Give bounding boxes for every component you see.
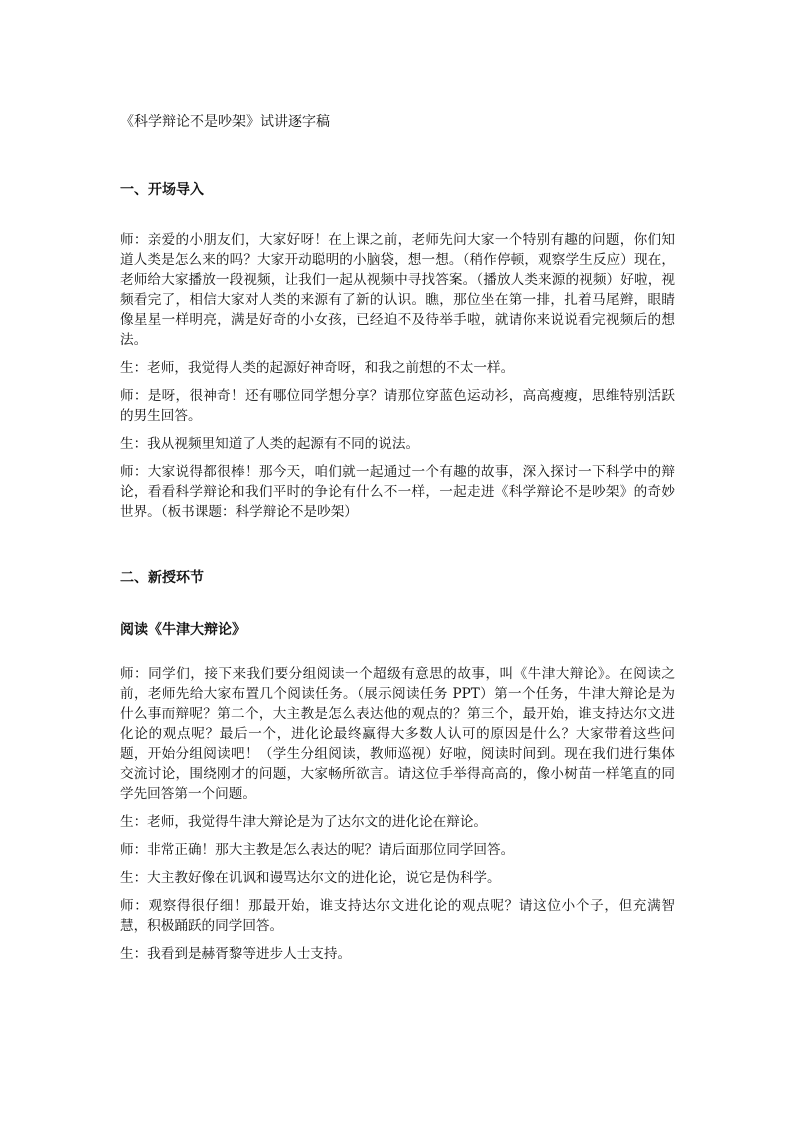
- subheading-reading: 阅读《牛津大辩论》: [120, 622, 246, 638]
- paragraph: 生：大主教好像在讥讽和谩骂达尔文的进化论，说它是伪科学。: [120, 870, 501, 886]
- paragraph: 师：大家说得都很棒！那今天，咱们就一起通过一个有趣的故事，深入探讨一下科学中的辩论，看看科学辩论和我们平时的争论有什么不一样，一起走进《科学辩论不是吵架》的奇妙世界。（板书课题：科学辩论不是吵架）: [120, 464, 675, 520]
- section-heading-opening: 一、开场导入: [120, 182, 204, 198]
- paragraph: 生：我看到是赫胥黎等进步人士支持。: [120, 946, 352, 962]
- paragraph: 生：我从视频里知道了人类的起源有不同的说法。: [120, 436, 420, 452]
- section-heading-new-lesson: 二、新授环节: [120, 570, 204, 586]
- paragraph: 师：观察得很仔细！那最开始，谁支持达尔文进化论的观点呢？请这位小个子，但充满智慧，积极踊跃的同学回答。: [120, 898, 675, 934]
- paragraph: 生：老师，我觉得牛津大辩论是为了达尔文的进化论在辩论。: [120, 814, 488, 830]
- paragraph: 师：是呀，很神奇！还有哪位同学想分享？请那位穿蓝色运动衫，高高瘦瘦，思维特别活跃的男生回答。: [120, 388, 675, 424]
- paragraph: 师：亲爱的小朋友们，大家好呀！在上课之前，老师先问大家一个特别有趣的问题，你们知道人类是怎么来的吗？大家开动聪明的小脑袋，想一想。（稍作停顿，观察学生反应）现在，老师给大家播放一段视频，让我们一起从视频中寻找答案。（播放人类来源的视频）好啦，视频看完了，相信大家对人类的来源有了新的认识。瞧，那位坐在第一排，扎着马尾辫，眼睛像星星一样明亮，满是好奇的小女孩，已经迫不及待举手啦，就请你来说说看完视频后的想法。: [120, 232, 675, 348]
- document-body: [120, 110, 675, 972]
- paragraph: 生：老师，我觉得人类的起源好神奇呀，和我之前想的不太一样。: [120, 360, 515, 376]
- paragraph: 师：非常正确！那大主教是怎么表达的呢？请后面那位同学回答。: [120, 842, 515, 858]
- document-title: 《科学辩论不是吵架》试讲逐字稿: [120, 114, 330, 130]
- paragraph: 师：同学们，接下来我们要分组阅读一个超级有意思的故事，叫《牛津大辩论》。在阅读之前，老师先给大家布置几个阅读任务。（展示阅读任务 PPT）第一个任务，牛津大辩论是为什么事而辩呢？第二个，大主教是怎么表达他的观点的？第三个，最开始，谁支持达尔文进化论的观点呢？最后一个，进化论最终赢得大多数人认可的原因是什么？大家带着这些问题，开始分组阅读吧！（学生分组阅读，教师巡视）好啦，阅读时间到。现在我们进行集体交流讨论，围绕刚才的问题，大家畅所欲言。请这位手举得高高的，像小树苗一样笔直的同学先回答第一个问题。: [120, 666, 675, 802]
